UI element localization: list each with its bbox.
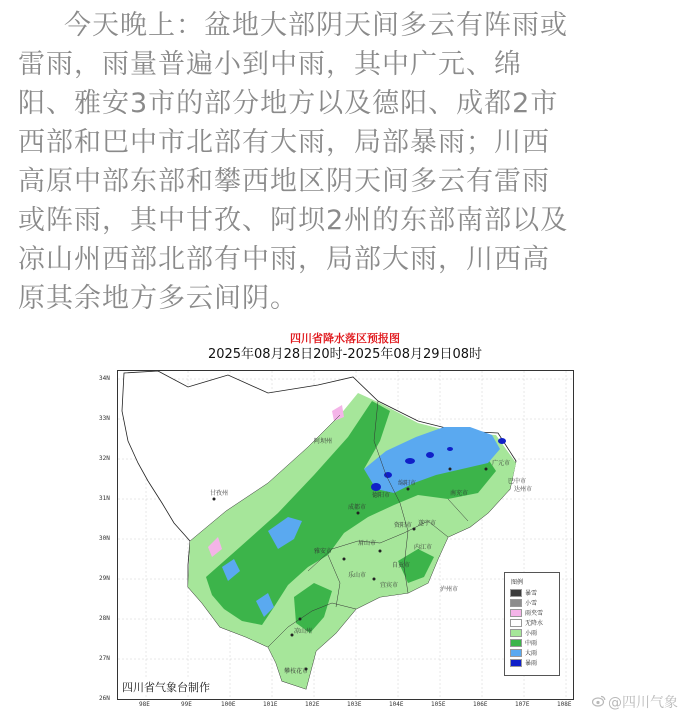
lon-label: 105E	[431, 701, 446, 708]
lat-label: 29N	[99, 575, 110, 582]
legend-item: 暴雨	[510, 658, 558, 666]
legend-item: 暴雪	[510, 588, 558, 596]
city-label: 泸州市	[440, 586, 459, 593]
legend-swatch	[510, 619, 522, 627]
forecast-line: 或阵雨，其中甘孜、阿坝2州的东部南部以及	[18, 205, 569, 236]
legend-item: 小雪	[510, 598, 558, 606]
legend-item: 大雨	[510, 648, 558, 656]
legend-item: 无降水	[510, 618, 558, 626]
lon-label: 104E	[389, 701, 404, 708]
lon-label: 107E	[515, 701, 530, 708]
legend-item: 雨夹雪	[510, 608, 558, 616]
city-label: 自贡市	[392, 562, 411, 569]
lat-label: 31N	[99, 495, 110, 502]
weibo-icon	[592, 695, 606, 711]
watermark	[592, 692, 678, 712]
legend-title: 图例	[511, 579, 524, 586]
map-subtitle: 2025年08月28日20时-2025年08月29日08时	[207, 347, 483, 362]
lat-label: 34N	[99, 375, 110, 382]
map-maker-credit: 四川省气象台制作	[122, 681, 210, 694]
city-label: 凉山州	[294, 628, 313, 635]
forecast-line: 凉山州西部北部有中雨，局部大雨，川西高	[18, 244, 550, 275]
city-label: 宜宾市	[380, 582, 399, 589]
city-label: 资阳市	[394, 522, 413, 529]
forecast-line: 西部和巴中市北部有大雨，局部暴雨；川西	[18, 127, 550, 158]
lat-label: 26N	[99, 695, 110, 702]
legend-item: 小雨	[510, 628, 558, 636]
lon-label: 108E	[557, 701, 572, 708]
city-label: 攀枝花市	[284, 668, 309, 675]
city-label: 内江市	[414, 544, 433, 551]
legend-swatch	[510, 639, 522, 647]
city-label: 德阳市	[372, 492, 391, 499]
lon-label: 103E	[347, 701, 362, 708]
city-label: 广元市	[492, 460, 511, 467]
lon-label: 98E	[139, 701, 150, 708]
legend-swatch	[510, 589, 522, 597]
lon-label: 102E	[305, 701, 320, 708]
lat-label: 32N	[99, 455, 110, 462]
legend-swatch	[510, 609, 522, 617]
lon-label: 99E	[181, 701, 192, 708]
forecast-paragraph	[18, 6, 678, 318]
lon-label: 106E	[473, 701, 488, 708]
city-label: 遂宁市	[418, 520, 437, 527]
city-label: 绵阳市	[398, 480, 417, 487]
legend-swatch	[510, 649, 522, 657]
forecast-line: 今天晚上：盆地大部阴天间多云有阵雨或	[64, 10, 568, 41]
lat-label: 27N	[99, 655, 110, 662]
map-title: 四川省降水落区预报图	[290, 332, 400, 345]
forecast-line: 高原中部东部和攀西地区阴天间多云有雷雨	[18, 166, 550, 197]
city-label: 乐山市	[348, 572, 367, 579]
legend-swatch	[510, 599, 522, 607]
legend-swatch	[510, 659, 522, 667]
lon-label: 100E	[221, 701, 236, 708]
forecast-line: 原其余地方多云间阴。	[18, 283, 298, 314]
city-label: 巴中市	[508, 478, 527, 485]
forecast-line: 阳、雅安3市的部分地方以及德阳、成都2市	[18, 88, 559, 119]
watermark-text: @四川气象	[608, 695, 678, 711]
lon-label: 101E	[263, 701, 278, 708]
legend-swatch	[510, 629, 522, 637]
city-label: 甘孜州	[210, 490, 229, 497]
map-legend	[504, 572, 560, 676]
city-label: 达州市	[514, 486, 533, 493]
lat-label: 28N	[99, 615, 110, 622]
city-label: 成都市	[348, 504, 367, 511]
city-label: 南充市	[450, 490, 469, 497]
city-label: 眉山市	[358, 540, 377, 547]
city-label: 雅安市	[314, 548, 333, 555]
legend-item: 中雨	[510, 638, 558, 646]
lat-label: 33N	[99, 415, 110, 422]
forecast-line: 雷雨，雨量普遍小到中雨，其中广元、绵	[18, 49, 522, 80]
city-label: 阿坝州	[314, 438, 333, 445]
lat-label: 30N	[99, 535, 110, 542]
